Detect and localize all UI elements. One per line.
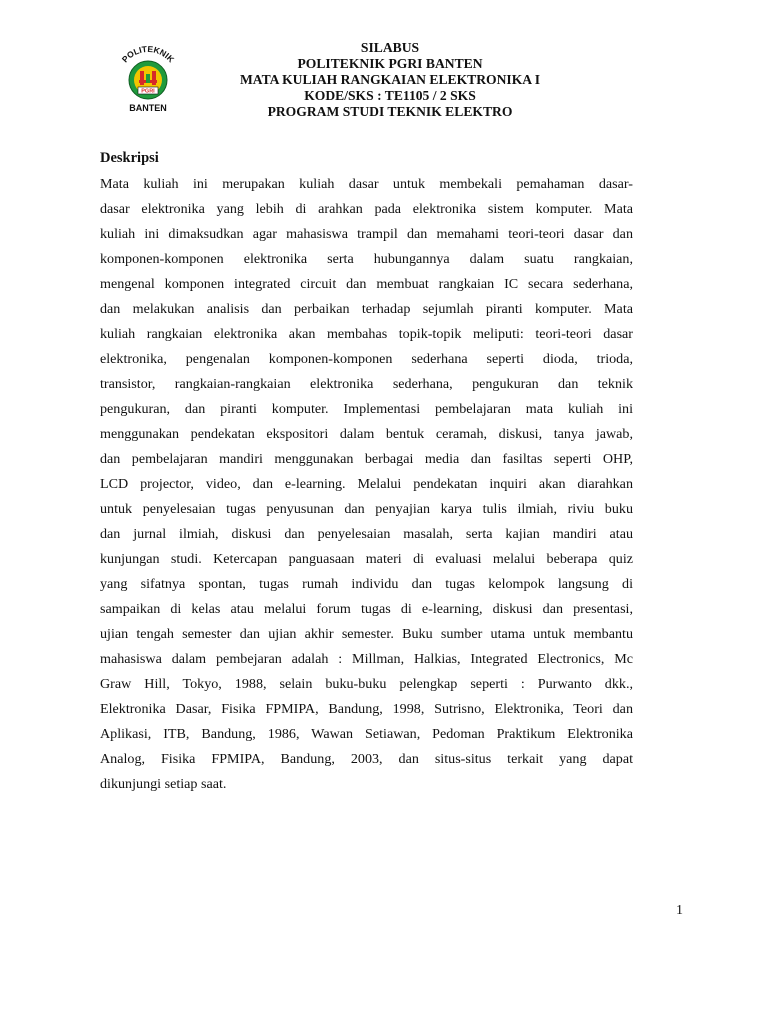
paragraph-line: dasar elektronika yang lebih di arahkan pada elektronika sistem komputer. Mata — [100, 201, 633, 217]
paragraph-line: Elektronika Dasar, Fisika FPMIPA, Bandung, 1998, Sutrisno, Elektronika, Teori dan — [100, 701, 633, 717]
paragraph-line: pengukuran, dan piranti komputer. Implementasi pembelajaran mata kuliah ini — [100, 401, 633, 417]
paragraph-line: dan jurnal ilmiah, diskusi dan penyelesaian masalah, serta kajian mandiri atau — [100, 526, 633, 542]
paragraph-line: kuliah rangkaian elektronika akan membahas topik-topik meliputi: teori-teori dasar — [100, 326, 633, 342]
paragraph-line: dikunjungi setiap saat. — [100, 776, 227, 792]
header-line-course: MATA KULIAH RANGKAIAN ELEKTRONIKA I — [239, 72, 541, 87]
paragraph-line: untuk penyelesaian tugas penyusunan dan penyajian karya tulis ilmiah, riviu buku — [100, 501, 633, 517]
logo-badge-text: PGRI — [141, 88, 155, 95]
section-heading: Deskripsi — [100, 150, 159, 166]
header-line-program: PROGRAM STUDI TEKNIK ELEKTRO — [267, 104, 513, 119]
paragraph-line: dan pembelajaran mandiri menggunakan berbagai media dan fasiltas seperti OHP, — [100, 451, 633, 467]
paragraph-line: menggunakan pendekatan ekspositori dalam bentuk ceramah, diskusi, tanya jawab, — [100, 426, 633, 442]
paragraph-line: dan melakukan analisis dan perbaikan terhadap sejumlah piranti komputer. Mata — [100, 301, 633, 317]
paragraph-line: Graw Hill, Tokyo, 1988, selain buku-buku pelengkap seperti : Purwanto dkk., — [100, 676, 633, 692]
paragraph-line: komponen-komponen elektronika serta hubungannya dalam suatu rangkaian, — [100, 251, 633, 267]
paragraph-line: yang sifatnya spontan, tugas rumah individu dan tugas kelompok langsung di — [100, 576, 633, 592]
header-line-code: KODE/SKS : TE1105 / 2 SKS — [304, 88, 476, 103]
header-line-title: SILABUS — [360, 40, 420, 55]
header-line-institution: POLITEKNIK PGRI BANTEN — [297, 56, 483, 71]
paragraph-line: transistor, rangkaian-rangkaian elektronika sederhana, pengukuran dan teknik — [100, 376, 633, 392]
page-number: 1 — [676, 903, 683, 918]
logo-emblem-icon — [110, 40, 186, 116]
paragraph-line: sampaikan di kelas atau melalui forum tugas di e-learning, diskusi dan presentasi, — [100, 601, 633, 617]
paragraph-line: Analog, Fisika FPMIPA, Bandung, 2003, dan situs-situs terkait yang dapat — [100, 751, 633, 767]
description-paragraph — [100, 172, 633, 797]
paragraph-line: Aplikasi, ITB, Bandung, 1986, Wawan Setiawan, Pedoman Praktikum Elektronika — [100, 726, 633, 742]
document-header — [200, 40, 580, 120]
paragraph-line: Mata kuliah ini merupakan kuliah dasar untuk membekali pemahaman dasar- — [100, 176, 633, 192]
paragraph-line: mengenal komponen integrated circuit dan membuat rangkaian IC secara sederhana, — [100, 276, 633, 292]
logo-bottom-text: BANTEN — [129, 103, 167, 113]
paragraph-line: elektronika, pengenalan komponen-komponen sederhana seperti dioda, trioda, — [100, 351, 633, 367]
logo-top-text: POLITEKNIK — [119, 43, 177, 65]
paragraph-line: LCD projector, video, dan e-learning. Melalui pendekatan inquiri akan diarahkan — [100, 476, 633, 492]
politeknik-logo — [110, 40, 186, 116]
paragraph-line: mahasiswa dalam pembejaran adalah : Millman, Halkias, Integrated Electronics, Mc — [100, 651, 633, 667]
paragraph-line: ujian tengah semester dan ujian akhir semester. Buku sumber utama untuk membantu — [100, 626, 633, 642]
paragraph-line: kunjungan studi. Ketercapan panguasaan materi di evaluasi melalui beberapa quiz — [100, 551, 633, 567]
paragraph-line: kuliah ini dimaksudkan agar mahasiswa trampil dan memahami teori-teori dasar dan — [100, 226, 633, 242]
